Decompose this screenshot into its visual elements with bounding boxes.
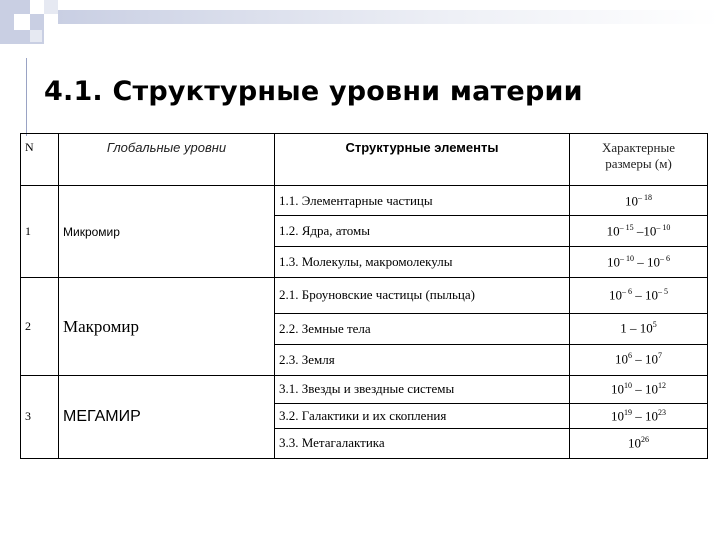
size-cell: $10^{10} - 10^{12}$ — [570, 375, 708, 403]
size-cell: $10^{- 18}$ — [570, 186, 708, 216]
element-cell: 3.1. Звезды и звездные системы — [275, 375, 570, 403]
decor-square-small — [30, 30, 42, 42]
size-cell: $10^{- 15}$ $-10^{- 10}$ — [570, 216, 708, 247]
header-sizes-line1: Характерные — [602, 140, 675, 155]
header-sizes — [570, 134, 708, 186]
level-microworld: Микромир — [59, 186, 275, 278]
header-global-levels: Глобальные уровни — [59, 134, 275, 186]
table-row — [21, 375, 708, 403]
size-cell: $10^{- 6} - 10^{- 5}$ — [570, 278, 708, 313]
header-structural-elements: Структурные элементы — [275, 134, 570, 186]
table-row — [21, 186, 708, 216]
level-megaworld: МЕГАМИР — [59, 375, 275, 458]
decor-square-white — [14, 14, 30, 30]
structure-levels-table — [20, 133, 708, 459]
decor-square-light — [44, 0, 58, 14]
size-cell: $10^{26}$ — [570, 428, 708, 458]
element-cell: 2.3. Земля — [275, 344, 570, 375]
element-cell: 1.2. Ядра, атомы — [275, 216, 570, 247]
size-cell: $10^{19} - 10^{23}$ — [570, 403, 708, 428]
decor-vertical-rule — [26, 58, 27, 136]
decor-square-white-top — [30, 0, 44, 14]
level-macroworld: Макромир — [59, 278, 275, 375]
element-cell: 1.1. Элементарные частицы — [275, 186, 570, 216]
size-cell: $1 - 10^5$ — [570, 313, 708, 344]
header-sizes-line2: размеры (м) — [605, 156, 672, 171]
group-num: 3 — [21, 375, 59, 458]
page-title: 4.1. Структурные уровни материи — [44, 76, 583, 107]
decor-gradient-bar — [58, 10, 720, 24]
group-num: 2 — [21, 278, 59, 375]
table-header-row — [21, 134, 708, 186]
element-cell: 3.2. Галактики и их скопления — [275, 403, 570, 428]
size-cell: $10^6 - 10^7$ — [570, 344, 708, 375]
element-cell: 2.2. Земные тела — [275, 313, 570, 344]
element-cell: 3.3. Метагалактика — [275, 428, 570, 458]
element-cell: 1.3. Молекулы, макромолекулы — [275, 247, 570, 278]
element-cell: 2.1. Броуновские частицы (пыльца) — [275, 278, 570, 313]
group-num: 1 — [21, 186, 59, 278]
size-cell: $10^{- 10} - 10^{- 6}$ — [570, 247, 708, 278]
header-num: N — [21, 134, 59, 186]
table-row — [21, 278, 708, 313]
